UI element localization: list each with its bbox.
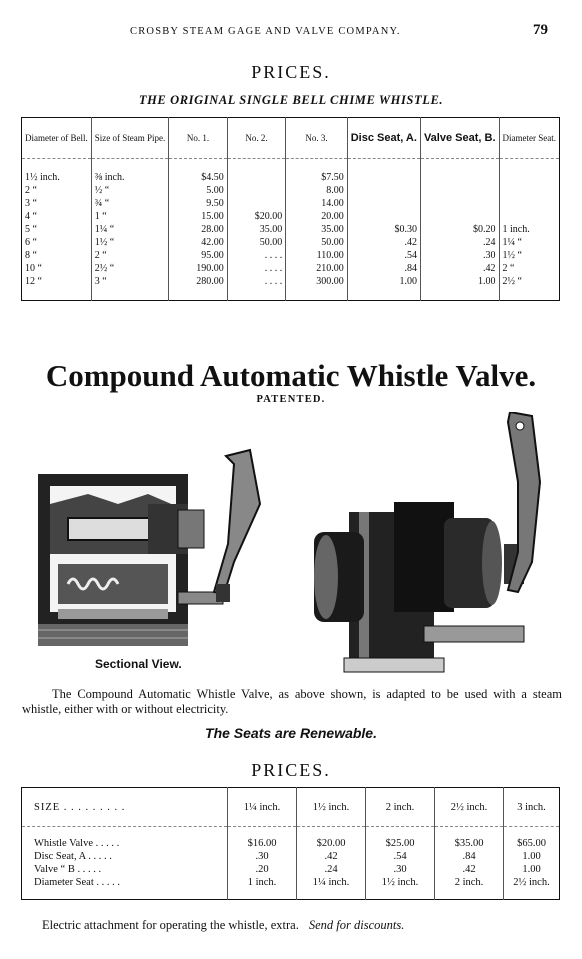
col-header-1-5: 1½ inch. xyxy=(297,788,366,827)
spacer-cell xyxy=(22,159,92,172)
table-cell: .84 xyxy=(347,262,420,275)
table-cell xyxy=(420,171,499,184)
table-cell: $16.00 xyxy=(228,837,297,850)
running-head-title: CROSBY STEAM GAGE AND VALVE COMPANY. xyxy=(130,26,401,37)
spacer-cell xyxy=(91,288,169,301)
table-row xyxy=(22,184,560,197)
table-cell xyxy=(499,210,559,223)
table-row xyxy=(22,837,560,850)
table-header-row xyxy=(22,788,560,827)
spacer-cell xyxy=(504,827,560,838)
table-cell: 12 “ xyxy=(25,276,42,287)
table-cell: 190.00 xyxy=(169,262,228,275)
whistle-price-table xyxy=(21,117,560,301)
spacer-cell xyxy=(420,159,499,172)
table-cell: ⅜ inch. xyxy=(91,171,169,184)
table-cell: 6 “ xyxy=(25,237,37,248)
table-cell: 280.00 xyxy=(169,275,228,288)
table-cell: 2½ “ xyxy=(91,262,169,275)
spacer-row xyxy=(22,889,560,900)
table-cell: 1.00 xyxy=(504,863,560,876)
table-cell: 1 inch. xyxy=(228,876,297,889)
table-cell xyxy=(347,171,420,184)
col-header-disc-seat xyxy=(347,118,420,159)
col-header-text: Diameter of Bell. xyxy=(25,132,88,143)
whistle-table-body xyxy=(22,159,560,301)
col-header-text: No. 1. xyxy=(186,132,210,143)
page-number: 79 xyxy=(533,22,548,38)
table-cell: 2½ “ xyxy=(499,275,559,288)
table-cell: 50.00 xyxy=(227,236,286,249)
table-cell: 1.00 xyxy=(347,275,420,288)
spacer-cell xyxy=(169,288,228,301)
table-cell: $20.00 xyxy=(227,210,286,223)
table-cell: 95.00 xyxy=(169,249,228,262)
col-header-text: Disc Seat, A. xyxy=(350,131,417,144)
col-header-text: Diameter Seat. xyxy=(502,132,556,143)
table-cell: 10 “ xyxy=(25,263,42,274)
col-header-text: Size of Steam Pipe. xyxy=(94,132,166,143)
table-cell: 5 “ xyxy=(25,224,37,235)
table-cell: $25.00 xyxy=(366,837,435,850)
col-header-diameter-bell xyxy=(22,118,92,159)
table-cell: 14.00 xyxy=(286,197,347,210)
table-cell: 50.00 xyxy=(286,236,347,249)
table-cell: 1¼ “ xyxy=(91,223,169,236)
whistle-table-title-text: THE ORIGINAL SINGLE BELL CHIME WHISTLE. xyxy=(138,93,444,107)
table-cell: 3 “ xyxy=(25,198,37,209)
table-cell xyxy=(227,197,286,210)
table-cell: 2 “ xyxy=(499,262,559,275)
sectional-view-illustration xyxy=(28,444,290,656)
col-header-2: 2 inch. xyxy=(366,788,435,827)
table-cell: . . . . xyxy=(227,249,286,262)
table-cell: 4 “ xyxy=(25,211,37,222)
col-header-2-5: 2½ inch. xyxy=(435,788,504,827)
table-cell: . . . . xyxy=(227,275,286,288)
table-cell: 2 “ xyxy=(91,249,169,262)
col-header-diameter-seat xyxy=(499,118,559,159)
table-cell: .42 xyxy=(347,236,420,249)
table-cell: $0.20 xyxy=(420,223,499,236)
table-cell: 110.00 xyxy=(286,249,347,262)
table-cell: $0.30 xyxy=(347,223,420,236)
table-cell: $7.50 xyxy=(286,171,347,184)
table-cell: 35.00 xyxy=(286,223,347,236)
table-cell: .24 xyxy=(420,236,499,249)
table-row xyxy=(22,223,560,236)
table-row xyxy=(22,197,560,210)
table-cell: Disc Seat, A . . . . . xyxy=(34,851,112,862)
table-cell: .42 xyxy=(435,863,504,876)
table-cell: $65.00 xyxy=(504,837,560,850)
table-cell: $20.00 xyxy=(297,837,366,850)
spacer-cell xyxy=(91,159,169,172)
table-cell: .54 xyxy=(366,850,435,863)
col-header-no1 xyxy=(169,118,228,159)
table-cell: 300.00 xyxy=(286,275,347,288)
table-cell: ¾ “ xyxy=(91,197,169,210)
table-row xyxy=(22,863,560,876)
col-header-valve-seat xyxy=(420,118,499,159)
table-cell xyxy=(420,197,499,210)
footnote-discount: Send for discounts. xyxy=(308,918,405,932)
table-cell xyxy=(347,210,420,223)
table-cell: 15.00 xyxy=(169,210,228,223)
table-cell: .20 xyxy=(228,863,297,876)
table-cell xyxy=(227,171,286,184)
col-header-text: Valve Seat, B. xyxy=(423,131,496,144)
description-paragraph: The Compound Automatic Whistle Valve, as above shown, is adapted to be used with a steam whistle, either with or without electricity. xyxy=(22,687,562,716)
spacer-cell xyxy=(286,288,347,301)
table-cell: 28.00 xyxy=(169,223,228,236)
table-row xyxy=(22,262,560,275)
seats-note: The Seats are Renewable. xyxy=(205,725,377,741)
table-cell: .30 xyxy=(228,850,297,863)
table-cell: 5.00 xyxy=(169,184,228,197)
spacer-cell xyxy=(499,159,559,172)
table-cell: 1.00 xyxy=(504,850,560,863)
table-cell: 1.00 xyxy=(420,275,499,288)
table-cell: .42 xyxy=(420,262,499,275)
table-cell: 8.00 xyxy=(286,184,347,197)
figure-caption: Sectional View. xyxy=(95,657,182,671)
table-cell: .30 xyxy=(420,249,499,262)
table-cell: 1 “ xyxy=(91,210,169,223)
spacer-row xyxy=(22,288,560,301)
spacer-cell xyxy=(504,889,560,900)
table-cell: 20.00 xyxy=(286,210,347,223)
table-cell: .24 xyxy=(297,863,366,876)
table-cell xyxy=(420,210,499,223)
main-title: Compound Automatic Whistle Valve. xyxy=(45,358,537,393)
table-cell: Diameter Seat . . . . . xyxy=(34,877,121,888)
table-row xyxy=(22,171,560,184)
table-row xyxy=(22,210,560,223)
footnote xyxy=(42,918,404,933)
table-cell: 1½ inch. xyxy=(25,172,60,183)
spacer-row xyxy=(22,159,560,172)
spacer-cell xyxy=(347,288,420,301)
footnote-text: Electric attachment for operating the whistle, extra. xyxy=(42,918,299,932)
col-header-steam-pipe xyxy=(91,118,169,159)
spacer-cell xyxy=(22,889,228,900)
table-cell: Valve “ B . . . . . xyxy=(34,864,102,875)
table-cell: .84 xyxy=(435,850,504,863)
col-header-size: SIZE . . . . . . . . . xyxy=(22,788,228,827)
table-cell: 2 inch. xyxy=(435,876,504,889)
table-cell: 210.00 xyxy=(286,262,347,275)
spacer-cell xyxy=(420,288,499,301)
table-cell xyxy=(499,184,559,197)
spacer-cell xyxy=(169,159,228,172)
table-cell: 3 “ xyxy=(91,275,169,288)
spacer-cell xyxy=(499,288,559,301)
table-cell: 9.50 xyxy=(169,197,228,210)
table-cell xyxy=(347,184,420,197)
col-header-no3 xyxy=(286,118,347,159)
spacer-cell xyxy=(435,827,504,838)
table-header-row xyxy=(22,118,560,159)
col-header-no2 xyxy=(227,118,286,159)
spacer-cell xyxy=(366,827,435,838)
prices-heading-1: PRICES. xyxy=(251,62,331,82)
table-cell: 8 “ xyxy=(25,250,37,261)
table-cell: Whistle Valve . . . . . xyxy=(34,838,120,849)
col-header-3: 3 inch. xyxy=(504,788,560,827)
table-cell: ½ “ xyxy=(91,184,169,197)
table-cell: .54 xyxy=(347,249,420,262)
table-cell: .42 xyxy=(297,850,366,863)
table-row xyxy=(22,876,560,889)
spacer-cell xyxy=(366,889,435,900)
table-cell: . . . . xyxy=(227,262,286,275)
exterior-view-illustration xyxy=(304,412,560,682)
table-cell: $35.00 xyxy=(435,837,504,850)
table-cell: 42.00 xyxy=(169,236,228,249)
table-cell: 2 “ xyxy=(25,185,37,196)
spacer-cell xyxy=(22,827,228,838)
col-header-1-25: 1¼ inch. xyxy=(228,788,297,827)
patented-label: PATENTED. xyxy=(256,394,326,405)
prices-heading-2: PRICES. xyxy=(251,760,331,780)
spacer-cell xyxy=(347,159,420,172)
spacer-cell xyxy=(22,288,92,301)
valve-price-table xyxy=(21,787,560,900)
table-cell: 2½ inch. xyxy=(504,876,560,889)
whistle-table-title xyxy=(0,93,582,108)
spacer-cell xyxy=(228,827,297,838)
table-cell xyxy=(227,184,286,197)
spacer-cell xyxy=(286,159,347,172)
spacer-cell xyxy=(228,889,297,900)
table-cell: 1¼ “ xyxy=(499,236,559,249)
col-header-text: No. 2. xyxy=(245,132,268,143)
spacer-cell xyxy=(227,159,286,172)
valve-table-body xyxy=(22,827,560,900)
table-cell: .30 xyxy=(366,863,435,876)
table-cell: 1½ “ xyxy=(91,236,169,249)
table-row xyxy=(22,850,560,863)
table-cell: 1 inch. xyxy=(499,223,559,236)
spacer-cell xyxy=(297,889,366,900)
table-cell: 1½ inch. xyxy=(366,876,435,889)
table-row xyxy=(22,275,560,288)
table-cell: $4.50 xyxy=(169,171,228,184)
table-row xyxy=(22,249,560,262)
table-cell: 1¼ inch. xyxy=(297,876,366,889)
table-cell xyxy=(499,197,559,210)
spacer-cell xyxy=(297,827,366,838)
table-row xyxy=(22,236,560,249)
spacer-cell xyxy=(227,288,286,301)
col-header-text: No. 3. xyxy=(305,132,328,143)
table-cell xyxy=(499,171,559,184)
table-cell: 1½ “ xyxy=(499,249,559,262)
spacer-row xyxy=(22,827,560,838)
spacer-cell xyxy=(435,889,504,900)
table-cell: 35.00 xyxy=(227,223,286,236)
table-cell xyxy=(420,184,499,197)
table-cell xyxy=(347,197,420,210)
